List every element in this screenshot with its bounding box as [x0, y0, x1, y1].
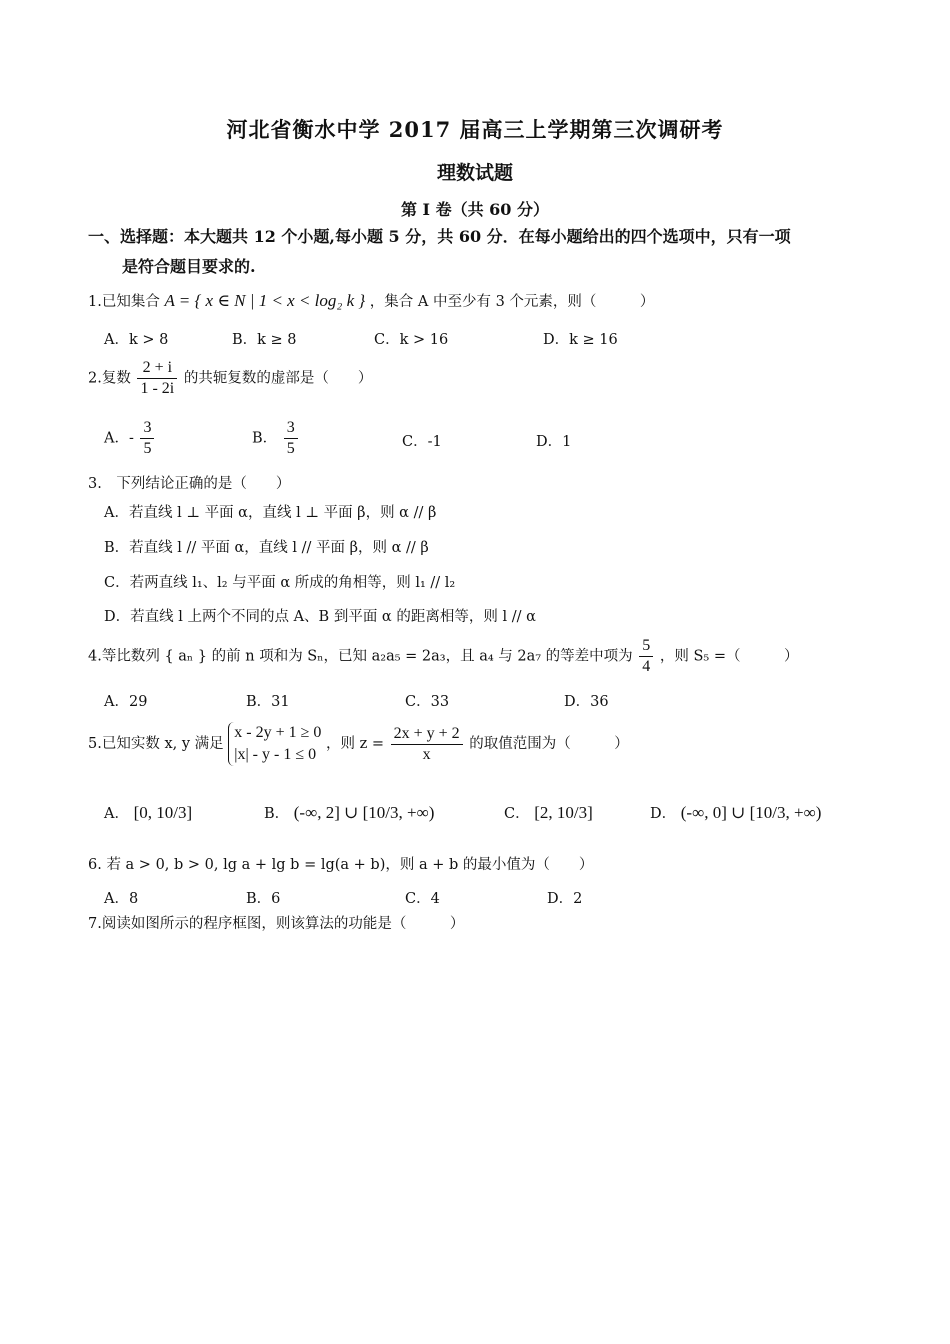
q4-suffix: ，则 S₅ =（ ）	[659, 648, 799, 665]
q2-option-c: C．-1	[402, 434, 442, 450]
question-5	[88, 722, 629, 766]
q3-option-b: B．若直线 l // 平面 α，直线 l // 平面 β，则 α // β	[104, 540, 429, 556]
q4-option-d: D．36	[564, 694, 609, 710]
q2-option-b-fraction	[284, 418, 298, 459]
q4-option-b: B．31	[246, 694, 290, 710]
q5-c-value: [2, 10/3]	[534, 803, 593, 822]
q5-constraint-2: |x| - y - 1 ≤ 0	[234, 746, 317, 763]
q5-prefix: 5.已知实数 x, y 满足	[88, 736, 224, 752]
q3-option-a: A．若直线 l ⊥ 平面 α，直线 l ⊥ 平面 β，则 α // β	[104, 505, 437, 521]
exam-title: 河北省衡水中学 2017 届高三上学期第三次调研考	[226, 117, 724, 142]
q1-set-expression: A = { x ∈ N | 1 < x < log₂ k }	[164, 291, 366, 310]
q2-frac-num: 2 + i	[137, 358, 177, 379]
q2-option-d: D．1	[536, 434, 572, 450]
q6-option-d: D．2	[547, 891, 583, 907]
q4-frac-num: 5	[639, 636, 653, 657]
q2-option-a-label: A．-	[104, 430, 134, 447]
q5-frac-den: x	[422, 745, 431, 763]
q2-option-b-label: B．	[252, 430, 278, 447]
exam-subtitle: 理数试题	[436, 162, 513, 184]
q5-suffix: 的取值范围为（ ）	[469, 736, 629, 752]
question-4	[88, 636, 799, 677]
q5-a-value: [0, 10/3]	[133, 803, 193, 822]
q5-a-label: A．	[104, 806, 129, 822]
question-2	[88, 358, 372, 399]
q1-option-d: D．k ≥ 16	[543, 332, 618, 348]
q5-constraint-system	[228, 722, 321, 766]
q2-option-a	[104, 418, 156, 459]
q2-frac-den: 1 - 2i	[140, 380, 175, 397]
q5-option-b	[264, 802, 434, 823]
q5-c-label: C．	[504, 806, 530, 822]
q5-d-value: (-∞, 0] ∪ [10/3, +∞)	[680, 803, 822, 822]
q3-option-c: C．若两直线 l₁、l₂ 与平面 α 所成的角相等，则 l₁ // l₂	[104, 575, 456, 591]
q5-b-value: (-∞, 2] ∪ [10/3, +∞)	[293, 803, 435, 822]
volume-heading: 第 I 卷（共 60 分）	[400, 200, 550, 219]
q5-b-label: B．	[264, 806, 290, 822]
q2-suffix: 的共轭复数的虚部是（ ）	[183, 370, 373, 387]
section-instructions	[88, 222, 878, 282]
q5-option-a	[104, 802, 192, 823]
q5-constraint-1: x - 2y + 1 ≥ 0	[234, 724, 322, 741]
q5-d-label: D．	[650, 806, 677, 822]
section-line-1: 一、选择题：本大题共 12 个小题,每小题 5 分，共 60 分．在每小题给出的四个选项中，只有一项	[88, 227, 791, 246]
q5-frac-num: 2x + y + 2	[391, 724, 463, 745]
q2-a-den: 5	[143, 440, 152, 457]
q4-prefix: 4.等比数列 { aₙ } 的前 n 项和为 Sₙ，已知 a₂a₅ = 2a₃，且 a₄ 与 2a₇ 的等差中项为	[88, 648, 633, 665]
question-3: 3. 下列结论正确的是（ ）	[88, 476, 291, 492]
q5-option-c	[504, 802, 593, 823]
q4-option-c: C．33	[405, 694, 450, 710]
q6-option-a: A．8	[104, 891, 139, 907]
q1-suffix: ，集合 A 中至少有 3 个元素，则（ ）	[369, 294, 655, 310]
q2-b-num: 3	[284, 418, 298, 439]
q2-prefix: 2.复数	[88, 370, 131, 387]
question-6: 6. 若 a > 0, b > 0, lg a + lg b = lg(a + b)，则 a + b 的最小值为（ ）	[88, 857, 594, 873]
question-7: 7.阅读如图所示的程序框图，则该算法的功能是（ ）	[88, 916, 465, 932]
q2-fraction	[137, 358, 177, 399]
q5-fraction	[391, 724, 463, 765]
q2-a-num: 3	[140, 418, 154, 439]
q2-option-a-fraction	[140, 418, 154, 459]
q3-option-d: D．若直线 l 上两个不同的点 A、B 到平面 α 的距离相等，则 l // α	[104, 609, 536, 625]
q1-option-b: B．k ≥ 8	[232, 332, 297, 348]
q4-frac-den: 4	[642, 658, 651, 675]
q1-prefix: 1.已知集合	[88, 294, 160, 310]
q2-b-den: 5	[286, 440, 295, 457]
q5-mid: ，则 z =	[326, 736, 385, 752]
q5-option-d	[650, 802, 821, 823]
q1-option-c: C．k > 16	[374, 332, 449, 348]
q4-option-a: A．29	[104, 694, 148, 710]
q4-fraction	[639, 636, 653, 677]
section-line-2: 是符合题目要求的.	[122, 257, 256, 276]
q2-option-b	[252, 418, 300, 459]
q1-option-a: A．k > 8	[104, 332, 169, 348]
q6-option-c: C．4	[405, 891, 440, 907]
q6-option-b: B．6	[246, 891, 281, 907]
question-1	[88, 290, 654, 311]
